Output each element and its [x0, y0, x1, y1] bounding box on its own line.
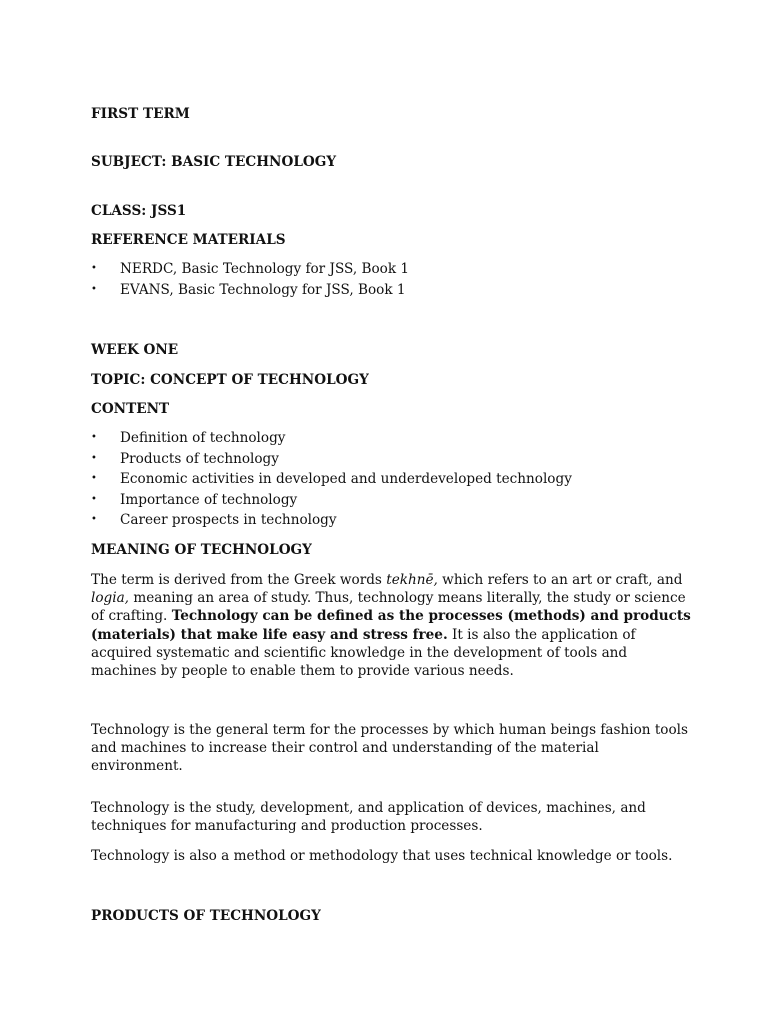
- list-item: • Economic activities in developed and underdeveloped technology: [91, 469, 691, 490]
- meaning-paragraph-1: The term is derived from the Greek words tekhnē, which refers to an art or craft, and logia, meaning an area of study. Thus, technology means literally, the study or science of crafting. Technology can be defined as the processes (methods) and products (materials) that make life easy and stress free. It is also the application of acquired systematic and scientific knowledge in the development of tools and machines by people to enable them to provide various needs.: [91, 572, 691, 680]
- bullet-icon: •: [91, 263, 97, 274]
- bullet-icon: •: [91, 452, 97, 464]
- list-item: • Products of technology: [91, 449, 691, 470]
- subject-heading: SUBJECT: BASIC TECHNOLOGY: [91, 154, 337, 170]
- list-item: • Importance of technology: [91, 490, 691, 511]
- products-heading: PRODUCTS OF TECHNOLOGY: [91, 908, 321, 924]
- list-item: • NERDC, Basic Technology for JSS, Book 1: [91, 259, 691, 280]
- bullet-icon: •: [91, 473, 97, 485]
- content-heading: CONTENT: [91, 401, 170, 417]
- meaning-paragraph-4: Technology is also a method or methodology that uses technical knowledge or tools.: [91, 848, 673, 864]
- bullet-icon: •: [91, 514, 97, 526]
- reference-list: [91, 259, 691, 300]
- list-item: • Career prospects in technology: [91, 510, 691, 531]
- class-heading: CLASS: JSS1: [91, 203, 187, 219]
- list-item: • Definition of technology: [91, 428, 691, 449]
- meaning-paragraph-2: Technology is the general term for the processes by which human beings fashion tools and machines to increase their control and understanding of the material environment.: [91, 722, 689, 775]
- list-item: • EVANS, Basic Technology for JSS, Book 1: [91, 280, 691, 301]
- topic-heading: TOPIC: CONCEPT OF TECHNOLOGY: [91, 372, 369, 388]
- reference-materials-heading: REFERENCE MATERIALS: [91, 232, 286, 248]
- bullet-icon: •: [91, 283, 97, 295]
- week-heading: WEEK ONE: [91, 342, 179, 358]
- term-heading: FIRST TERM: [91, 106, 190, 122]
- bullet-icon: •: [91, 432, 97, 443]
- meaning-paragraph-3: Technology is the study, development, and application of devices, machines, and techniques for manufacturing and production processes.: [91, 800, 646, 835]
- bullet-icon: •: [91, 493, 97, 505]
- content-list: [91, 428, 691, 531]
- meaning-heading: MEANING OF TECHNOLOGY: [91, 542, 312, 558]
